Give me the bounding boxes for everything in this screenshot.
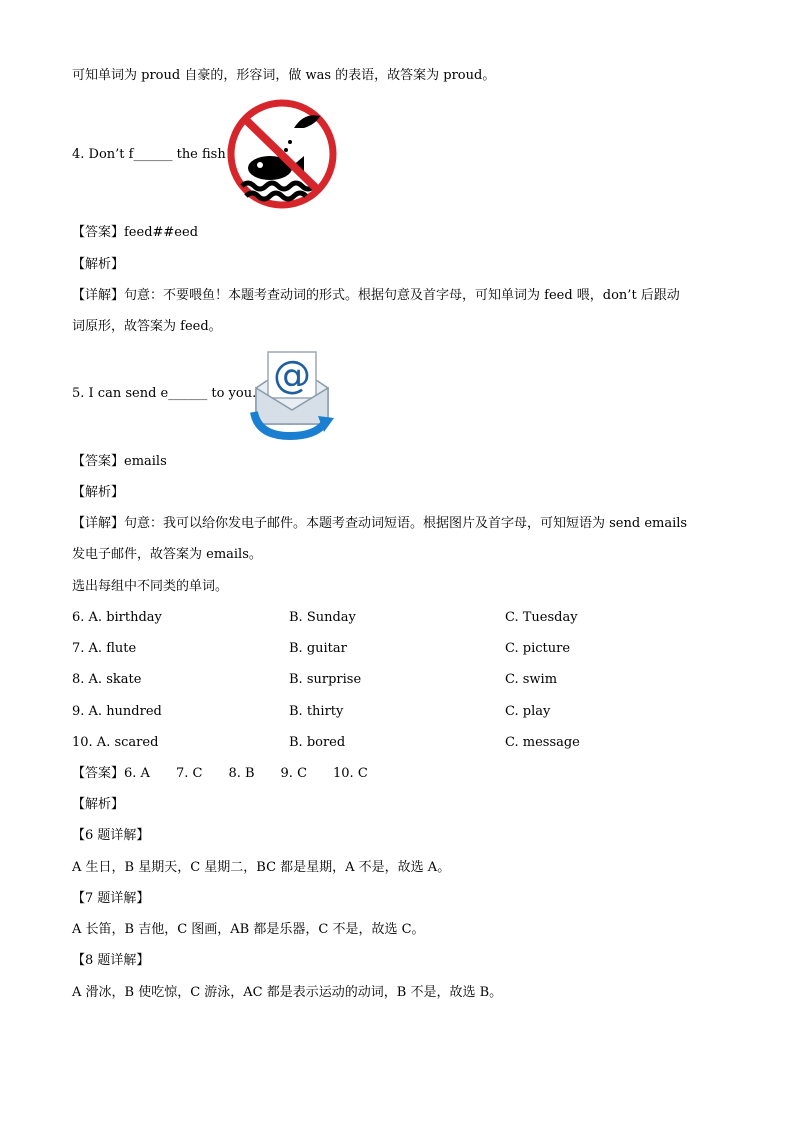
- detail-7-heading: 【7 题详解】: [72, 891, 150, 906]
- option-c: C. picture: [505, 641, 571, 656]
- instructions: 选出每组中不同类的单词。: [72, 579, 229, 594]
- option-c: C. play: [505, 704, 551, 719]
- answer-item: 8. B: [228, 766, 255, 781]
- detail-5-line-2: 发电子邮件，故答案为 emails。: [72, 547, 262, 562]
- svg-text:@: @: [273, 353, 311, 397]
- detail-6-text: A 生日，B 星期天，C 星期二，BC 都是星期，A 不是，故选 A。: [72, 860, 451, 875]
- option-b: B. surprise: [289, 672, 362, 687]
- answer-5: 【答案】emails: [72, 454, 167, 469]
- answer-item: 10. C: [333, 766, 368, 781]
- analysis-6-10-heading: 【解析】: [72, 797, 125, 812]
- option-c: C. swim: [505, 672, 558, 687]
- option-b: B. Sunday: [289, 610, 356, 625]
- analysis-5-heading: 【解析】: [72, 485, 125, 500]
- question-5: 5. I can send e______ to you.: [72, 386, 257, 401]
- option-c: C. message: [505, 735, 580, 750]
- detail-4-line-1: 【详解】句意：不要喂鱼！本题考查动词的形式。根据句意及首字母，可知单词为 feed 喂，don’t 后跟动: [72, 288, 680, 303]
- detail-6-heading: 【6 题详解】: [72, 828, 150, 843]
- email-envelope-icon: [246, 346, 338, 442]
- answer-item: 6. A: [124, 766, 150, 781]
- answer-label: 【答案】: [72, 766, 125, 781]
- no-feeding-fish-icon: [224, 98, 342, 210]
- detail-5-line-1: 【详解】句意：我可以给你发电子邮件。本题考查动词短语。根据图片及首字母，可知短语为 send emails: [72, 516, 688, 531]
- answer-4: 【答案】feed##eed: [72, 225, 199, 240]
- detail-4-line-2: 词原形，故答案为 feed。: [72, 319, 222, 334]
- question-4: 4. Don’t f______ the fish!: [72, 147, 231, 162]
- option-b: B. guitar: [289, 641, 347, 656]
- option-b: B. bored: [289, 735, 346, 750]
- option-a: 7. A. flute: [72, 641, 137, 656]
- answer-item: 7. C: [175, 766, 203, 781]
- option-c: C. Tuesday: [505, 610, 578, 625]
- option-a: 9. A. hundred: [72, 704, 162, 719]
- option-b: B. thirty: [289, 704, 344, 719]
- explanation-line-proud: 可知单词为 proud 自豪的，形容词，做 was 的表语，故答案为 proud。: [72, 68, 496, 83]
- detail-8-heading: 【8 题详解】: [72, 953, 150, 968]
- option-a: 10. A. scared: [72, 735, 159, 750]
- answers-6-10: [72, 764, 394, 784]
- option-a: 6. A. birthday: [72, 610, 162, 625]
- answer-item: 9. C: [280, 766, 308, 781]
- analysis-4-heading: 【解析】: [72, 257, 125, 272]
- detail-8-text: A 滑冰，B 使吃惊，C 游泳，AC 都是表示运动的动词，B 不是，故选 B。: [72, 985, 503, 1000]
- detail-7-text: A 长笛，B 吉他，C 图画，AB 都是乐器，C 不是，故选 C。: [72, 922, 425, 937]
- option-a: 8. A. skate: [72, 672, 142, 687]
